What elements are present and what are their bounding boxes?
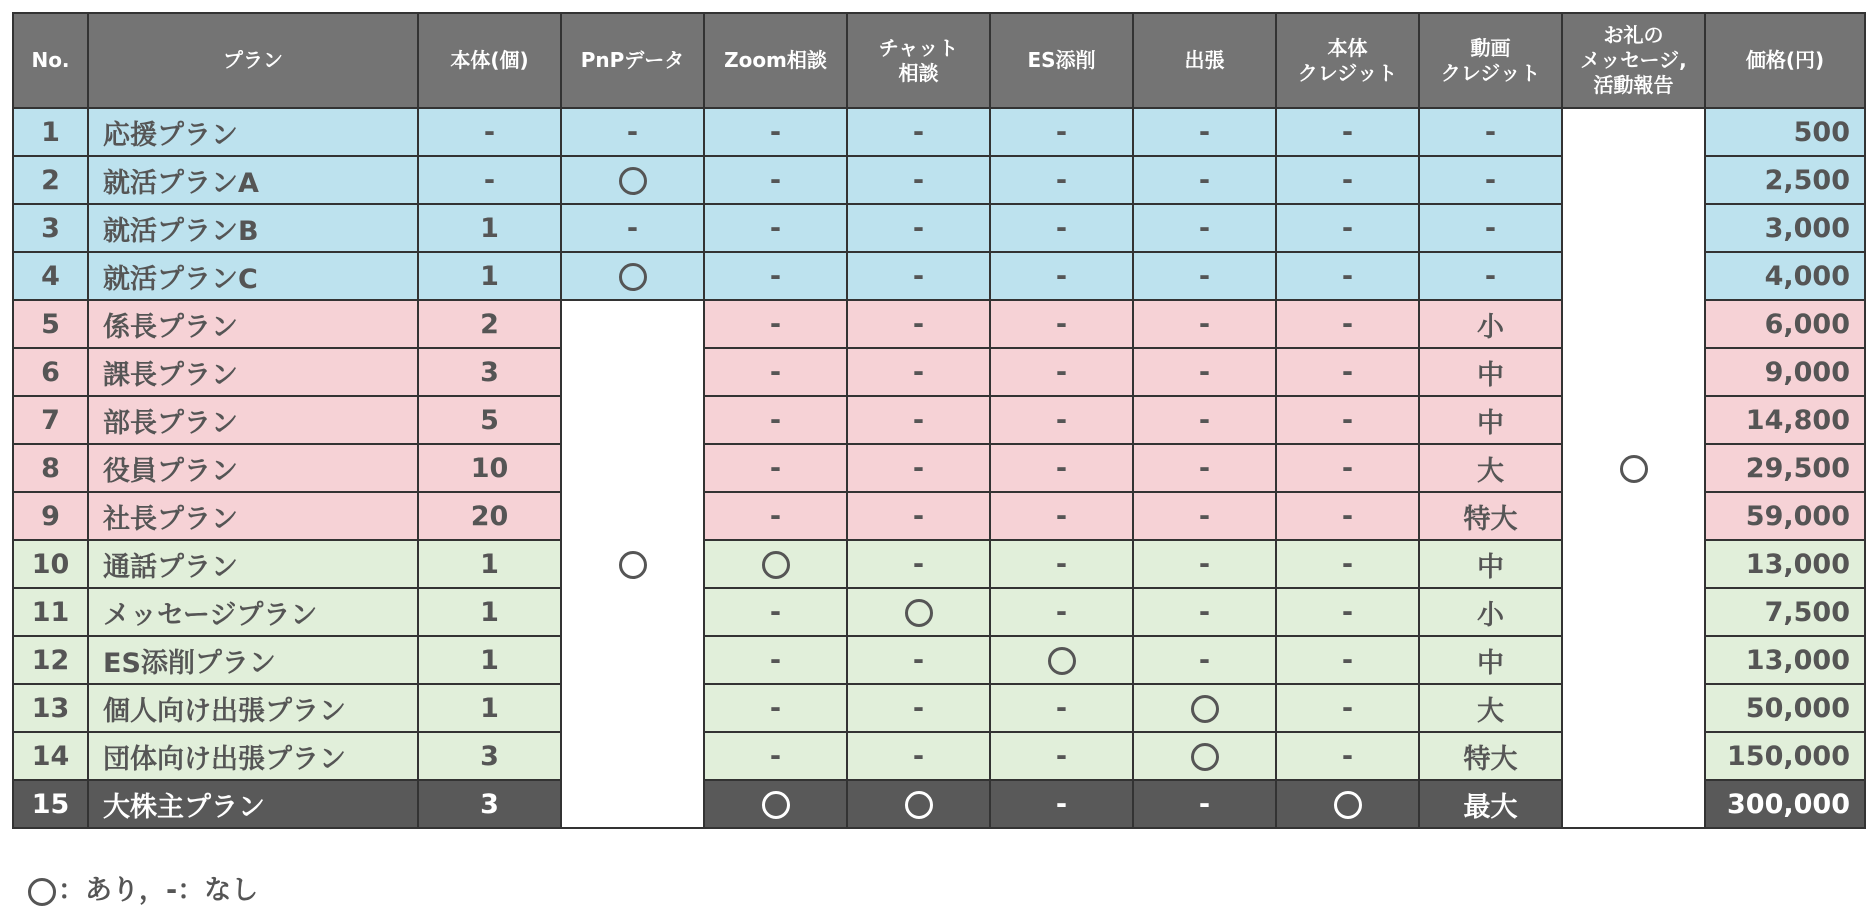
column-header-zoom — [704, 13, 847, 108]
table-row — [13, 108, 1865, 156]
cell-price: 150,000 — [1705, 732, 1865, 780]
cell-no: 6 — [13, 348, 88, 396]
cell-plan: メッセージプラン — [88, 588, 418, 636]
cell-units: 10 — [418, 444, 561, 492]
circle-icon — [28, 878, 56, 906]
cell-video-credit: 特大 — [1419, 492, 1562, 540]
cell-pnp — [561, 156, 704, 204]
cell-no: 3 — [13, 204, 88, 252]
cell-chat: - — [847, 300, 990, 348]
cell-plan: 応援プラン — [88, 108, 418, 156]
cell-price: 4,000 — [1705, 252, 1865, 300]
cell-zoom: - — [704, 348, 847, 396]
cell-units: 3 — [418, 348, 561, 396]
column-header-text: プラン — [223, 48, 283, 72]
cell-video-credit: - — [1419, 156, 1562, 204]
cell-es: - — [990, 348, 1133, 396]
cell-chat: - — [847, 348, 990, 396]
cell-units: 1 — [418, 684, 561, 732]
cell-price: 29,500 — [1705, 444, 1865, 492]
cell-es: - — [990, 252, 1133, 300]
cell-price: 3,000 — [1705, 204, 1865, 252]
column-header-text: 動画 — [1470, 35, 1511, 60]
legend — [28, 868, 258, 907]
cell-units: 3 — [418, 780, 561, 828]
cell-es: - — [990, 108, 1133, 156]
cell-video-credit: 小 — [1419, 300, 1562, 348]
cell-body-credit: - — [1276, 348, 1419, 396]
cell-zoom: - — [704, 108, 847, 156]
circle-icon — [1048, 647, 1076, 675]
column-header-chat — [847, 13, 990, 108]
cell-price: 2,500 — [1705, 156, 1865, 204]
cell-body-credit: - — [1276, 732, 1419, 780]
cell-es — [990, 636, 1133, 684]
cell-plan: 係長プラン — [88, 300, 418, 348]
circle-icon — [1191, 743, 1219, 771]
cell-video-credit: - — [1419, 252, 1562, 300]
cell-no: 13 — [13, 684, 88, 732]
cell-units: 5 — [418, 396, 561, 444]
cell-video-credit: - — [1419, 108, 1562, 156]
cell-es: - — [990, 396, 1133, 444]
column-header-text: 価格(円) — [1745, 48, 1825, 72]
cell-body-credit: - — [1276, 108, 1419, 156]
cell-units: 3 — [418, 732, 561, 780]
cell-zoom: - — [704, 204, 847, 252]
cell-zoom: - — [704, 444, 847, 492]
cell-pnp — [561, 252, 704, 300]
cell-chat — [847, 588, 990, 636]
circle-icon — [905, 791, 933, 819]
cell-body-credit: - — [1276, 636, 1419, 684]
circle-icon — [619, 263, 647, 291]
cell-chat: - — [847, 684, 990, 732]
column-header-text: クレジット — [1440, 60, 1541, 85]
cell-es: - — [990, 300, 1133, 348]
cell-body-credit — [1276, 780, 1419, 828]
cell-plan: ES添削プラン — [88, 636, 418, 684]
cell-no: 8 — [13, 444, 88, 492]
cell-body-credit: - — [1276, 588, 1419, 636]
cell-plan: 就活プランC — [88, 252, 418, 300]
column-header-trip — [1133, 13, 1276, 108]
cell-body-credit: - — [1276, 252, 1419, 300]
cell-no: 4 — [13, 252, 88, 300]
cell-plan: 就活プランA — [88, 156, 418, 204]
column-header-video-credit — [1419, 13, 1562, 108]
cell-es: - — [990, 540, 1133, 588]
cell-units: 1 — [418, 636, 561, 684]
column-header-text: 出張 — [1184, 48, 1225, 72]
circle-icon — [1620, 455, 1648, 483]
cell-video-credit: 小 — [1419, 588, 1562, 636]
column-header-text: 本体 — [1327, 35, 1368, 60]
cell-no: 11 — [13, 588, 88, 636]
cell-chat: - — [847, 156, 990, 204]
plan-comparison-table — [12, 12, 1864, 863]
header-row — [13, 13, 1865, 108]
cell-plan: 課長プラン — [88, 348, 418, 396]
cell-plan: 団体向け出張プラン — [88, 732, 418, 780]
cell-chat: - — [847, 492, 990, 540]
column-header-plan — [88, 13, 418, 108]
cell-trip: - — [1133, 588, 1276, 636]
cell-plan: 大株主プラン — [88, 780, 418, 828]
cell-chat: - — [847, 396, 990, 444]
cell-price: 500 — [1705, 108, 1865, 156]
legend-text: ：あり，-：なし — [58, 875, 259, 906]
cell-body-credit: - — [1276, 300, 1419, 348]
cell-es: - — [990, 204, 1133, 252]
cell-zoom: - — [704, 156, 847, 204]
cell-trip — [1133, 684, 1276, 732]
column-header-units — [418, 13, 561, 108]
cell-body-credit: - — [1276, 684, 1419, 732]
cell-chat: - — [847, 444, 990, 492]
cell-body-credit: - — [1276, 492, 1419, 540]
cell-zoom — [704, 540, 847, 588]
cell-es: - — [990, 732, 1133, 780]
cell-chat: - — [847, 252, 990, 300]
cell-es: - — [990, 444, 1133, 492]
cell-es: - — [990, 156, 1133, 204]
cell-trip: - — [1133, 780, 1276, 828]
cell-video-credit: 中 — [1419, 396, 1562, 444]
cell-trip: - — [1133, 204, 1276, 252]
cell-es: - — [990, 588, 1133, 636]
cell-zoom: - — [704, 252, 847, 300]
cell-chat: - — [847, 108, 990, 156]
cell-plan: 部長プラン — [88, 396, 418, 444]
table-body — [13, 108, 1865, 828]
cell-chat: - — [847, 732, 990, 780]
cell-no: 7 — [13, 396, 88, 444]
merged-cell-message — [1562, 108, 1705, 828]
column-header-body-credit — [1276, 13, 1419, 108]
cell-price: 6,000 — [1705, 300, 1865, 348]
cell-video-credit: 大 — [1419, 444, 1562, 492]
cell-body-credit: - — [1276, 396, 1419, 444]
cell-trip: - — [1133, 348, 1276, 396]
column-header-text: 本体(個) — [450, 48, 529, 72]
cell-video-credit: - — [1419, 204, 1562, 252]
cell-price: 59,000 — [1705, 492, 1865, 540]
cell-chat — [847, 780, 990, 828]
column-header-es — [990, 13, 1133, 108]
cell-video-credit: 大 — [1419, 684, 1562, 732]
cell-zoom: - — [704, 732, 847, 780]
column-header-no — [13, 13, 88, 108]
circle-icon — [762, 791, 790, 819]
cell-trip: - — [1133, 636, 1276, 684]
cell-trip: - — [1133, 540, 1276, 588]
cell-trip: - — [1133, 156, 1276, 204]
cell-zoom: - — [704, 492, 847, 540]
cell-video-credit: 中 — [1419, 348, 1562, 396]
cell-units: - — [418, 156, 561, 204]
cell-units: 1 — [418, 252, 561, 300]
circle-icon — [1191, 695, 1219, 723]
column-header-text: チャット — [878, 35, 959, 60]
cell-video-credit: 特大 — [1419, 732, 1562, 780]
cell-es: - — [990, 780, 1133, 828]
cell-no: 1 — [13, 108, 88, 156]
cell-units: 1 — [418, 540, 561, 588]
column-header-message — [1562, 13, 1705, 108]
cell-no: 12 — [13, 636, 88, 684]
column-header-text: 相談 — [898, 60, 939, 85]
cell-trip: - — [1133, 396, 1276, 444]
cell-es: - — [990, 492, 1133, 540]
column-header-text: ES添削 — [1027, 48, 1096, 72]
cell-units: 1 — [418, 588, 561, 636]
cell-plan: 社長プラン — [88, 492, 418, 540]
cell-zoom: - — [704, 588, 847, 636]
column-header-text: Zoom相談 — [724, 48, 827, 72]
cell-price: 50,000 — [1705, 684, 1865, 732]
column-header-text: 活動報告 — [1593, 73, 1674, 97]
circle-icon — [762, 551, 790, 579]
cell-zoom: - — [704, 636, 847, 684]
cell-body-credit: - — [1276, 444, 1419, 492]
cell-chat: - — [847, 540, 990, 588]
cell-trip: - — [1133, 492, 1276, 540]
cell-trip: - — [1133, 252, 1276, 300]
cell-no: 9 — [13, 492, 88, 540]
cell-trip: - — [1133, 108, 1276, 156]
cell-price: 13,000 — [1705, 636, 1865, 684]
cell-zoom: - — [704, 396, 847, 444]
cell-body-credit: - — [1276, 540, 1419, 588]
cell-plan: 役員プラン — [88, 444, 418, 492]
cell-plan: 個人向け出張プラン — [88, 684, 418, 732]
cell-pnp: - — [561, 108, 704, 156]
plans-table — [12, 12, 1866, 829]
circle-icon — [1334, 791, 1362, 819]
cell-zoom — [704, 780, 847, 828]
column-header-price — [1705, 13, 1865, 108]
cell-units: 1 — [418, 204, 561, 252]
cell-body-credit: - — [1276, 204, 1419, 252]
cell-trip — [1133, 732, 1276, 780]
column-header-text: メッセージ, — [1580, 48, 1687, 72]
cell-units: 20 — [418, 492, 561, 540]
cell-trip: - — [1133, 444, 1276, 492]
cell-video-credit: 最大 — [1419, 780, 1562, 828]
cell-plan: 就活プランB — [88, 204, 418, 252]
cell-video-credit: 中 — [1419, 540, 1562, 588]
cell-price: 14,800 — [1705, 396, 1865, 444]
merged-cell-pnp — [561, 300, 704, 828]
cell-pnp: - — [561, 204, 704, 252]
column-header-text: PnPデータ — [580, 48, 685, 72]
cell-trip: - — [1133, 300, 1276, 348]
cell-units: 2 — [418, 300, 561, 348]
cell-video-credit: 中 — [1419, 636, 1562, 684]
cell-plan: 通話プラン — [88, 540, 418, 588]
cell-zoom: - — [704, 684, 847, 732]
cell-chat: - — [847, 636, 990, 684]
circle-icon — [905, 599, 933, 627]
cell-no: 10 — [13, 540, 88, 588]
cell-zoom: - — [704, 300, 847, 348]
circle-icon — [619, 167, 647, 195]
column-header-pnp — [561, 13, 704, 108]
cell-units: - — [418, 108, 561, 156]
cell-price: 13,000 — [1705, 540, 1865, 588]
circle-icon — [619, 551, 647, 579]
cell-body-credit: - — [1276, 156, 1419, 204]
cell-price: 300,000 — [1705, 780, 1865, 828]
cell-no: 2 — [13, 156, 88, 204]
column-header-text: クレジット — [1297, 60, 1398, 85]
cell-chat: - — [847, 204, 990, 252]
cell-no: 5 — [13, 300, 88, 348]
column-header-text: No. — [31, 48, 70, 72]
cell-no: 15 — [13, 780, 88, 828]
column-header-text: お礼の — [1603, 23, 1664, 47]
cell-price: 7,500 — [1705, 588, 1865, 636]
cell-es: - — [990, 684, 1133, 732]
cell-price: 9,000 — [1705, 348, 1865, 396]
cell-no: 14 — [13, 732, 88, 780]
